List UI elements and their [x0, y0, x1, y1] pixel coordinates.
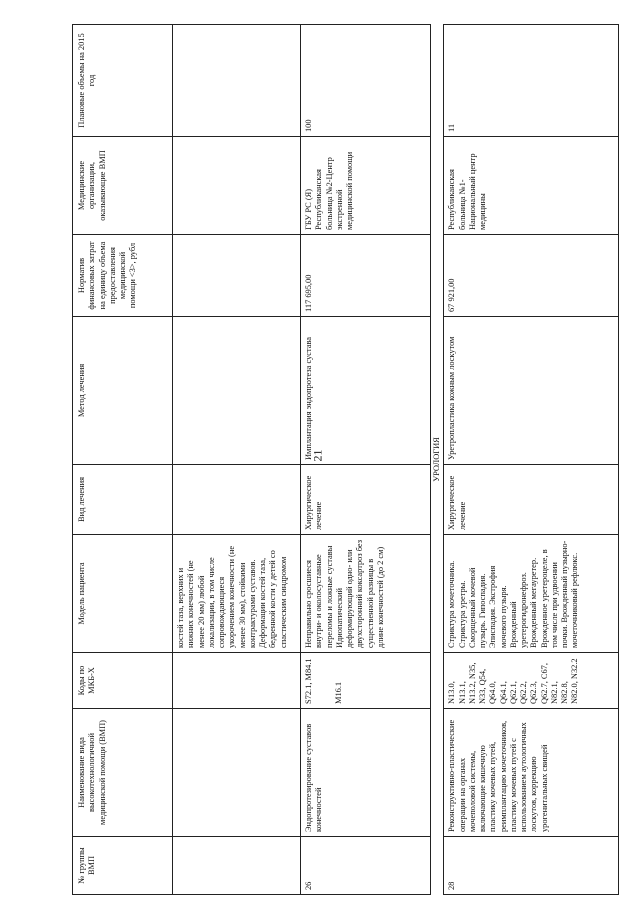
planned-volume: 11 [444, 25, 619, 137]
treatment-type: Хирургическое лечение [301, 465, 431, 535]
patient-model: Стриктура мочеточника. Стриктура уретры. Сморщенный мочевой пузырь. Гипоспадия. Эписпадия. Экстрофия мочевого пузыря. Врожденный уретерогидронефроз. Врожденный мегауретер. Врожденное уретероцеле, в том числе при удвоении почки. Врожденный пузырно-мочеточниковый рефлюкс. [444, 535, 619, 653]
vmp-name: Эндопротезирование суставов конечностей [301, 709, 431, 837]
table-row-28 [444, 25, 619, 895]
vmp-table [72, 24, 619, 895]
header-treatment-type: Вид лечения [73, 465, 173, 535]
table-header-row [73, 25, 173, 895]
header-icd-codes: Коды по МКБ-Х [73, 653, 173, 709]
treatment-type: Хирургическое лечение [444, 465, 619, 535]
cost-standard: 117 695,00 [301, 235, 431, 317]
header-organizations: Медицинские организации, оказывающие ВМП [73, 137, 173, 235]
icd-codes-secondary: M16.1 [334, 681, 344, 704]
header-group-number: № группы ВМП [73, 837, 173, 895]
header-cost-standard: Норматив финансовых затрат на единицу объема предоставления медицинской помощи <3>, рубл [73, 235, 173, 317]
patient-model: Неправильно сросшиеся внутри- и околосуставные переломы и ложные суставы Идиопатический деформирующий одно- или двухсторонний коксартроз без существенной разницы в длине конечностей (до 2 см) [301, 535, 431, 653]
icd-codes: N13.0, N13.1, N13.2, N35, N33, Q54, Q64.0, Q64.1, Q62.1, Q62.2, Q62.3, Q62.7, C67, N82.1, N82.8, N82.0, N32.2 [444, 653, 619, 709]
section-title: УРОЛОГИЯ [431, 25, 444, 895]
header-planned-volume: Плановые объемы на 2015 год [73, 25, 173, 137]
organization: ГБУ РС (Я) Республиканская больница №2-Центр экстренной медицинской помощи [301, 137, 431, 235]
table-row-26 [301, 25, 431, 895]
patient-model-continued: костей таза, верхних и нижних конечностей (не менее 20 мм) любой локализации, в том числе сопровождающиеся укорочением конечности (не менее 30 мм), стойкими контрактурами суставов. Деформации костей таза, бедренной кости у детей со спастическим синдромом [173, 535, 301, 653]
icd-codes [301, 653, 431, 709]
treatment-method: Имплантация эндопротеза сустава [301, 317, 431, 465]
planned-volume: 100 [301, 25, 431, 137]
organization: Республиканская больница №1-Национальный центр медицины [444, 137, 619, 235]
vmp-name: Реконструктивно-пластические операции на органах мочеполовой системы, включающие кишечную пластику мочевых путей, реимплантацию мочеточников, пластику мочевых путей с использованием аутологичных лоскутов, коррекцию урогенитальных свищей [444, 709, 619, 837]
group-number: 28 [444, 837, 619, 895]
header-vmp-name: Наименование вида высокотехнологичной медицинской помощи (ВМП) [73, 709, 173, 837]
header-patient-model: Модель пациента [73, 535, 173, 653]
group-number: 26 [301, 837, 431, 895]
page-number: 21 [310, 449, 325, 462]
table-row-continuation [173, 25, 301, 895]
cost-standard: 67 921,00 [444, 235, 619, 317]
icd-codes-primary: S72.1, M84.1 [304, 658, 313, 704]
section-row-urology [431, 25, 444, 895]
treatment-method: Уретропластика кожным лоскутом [444, 317, 619, 465]
header-treatment-method: Метод лечения [73, 317, 173, 465]
